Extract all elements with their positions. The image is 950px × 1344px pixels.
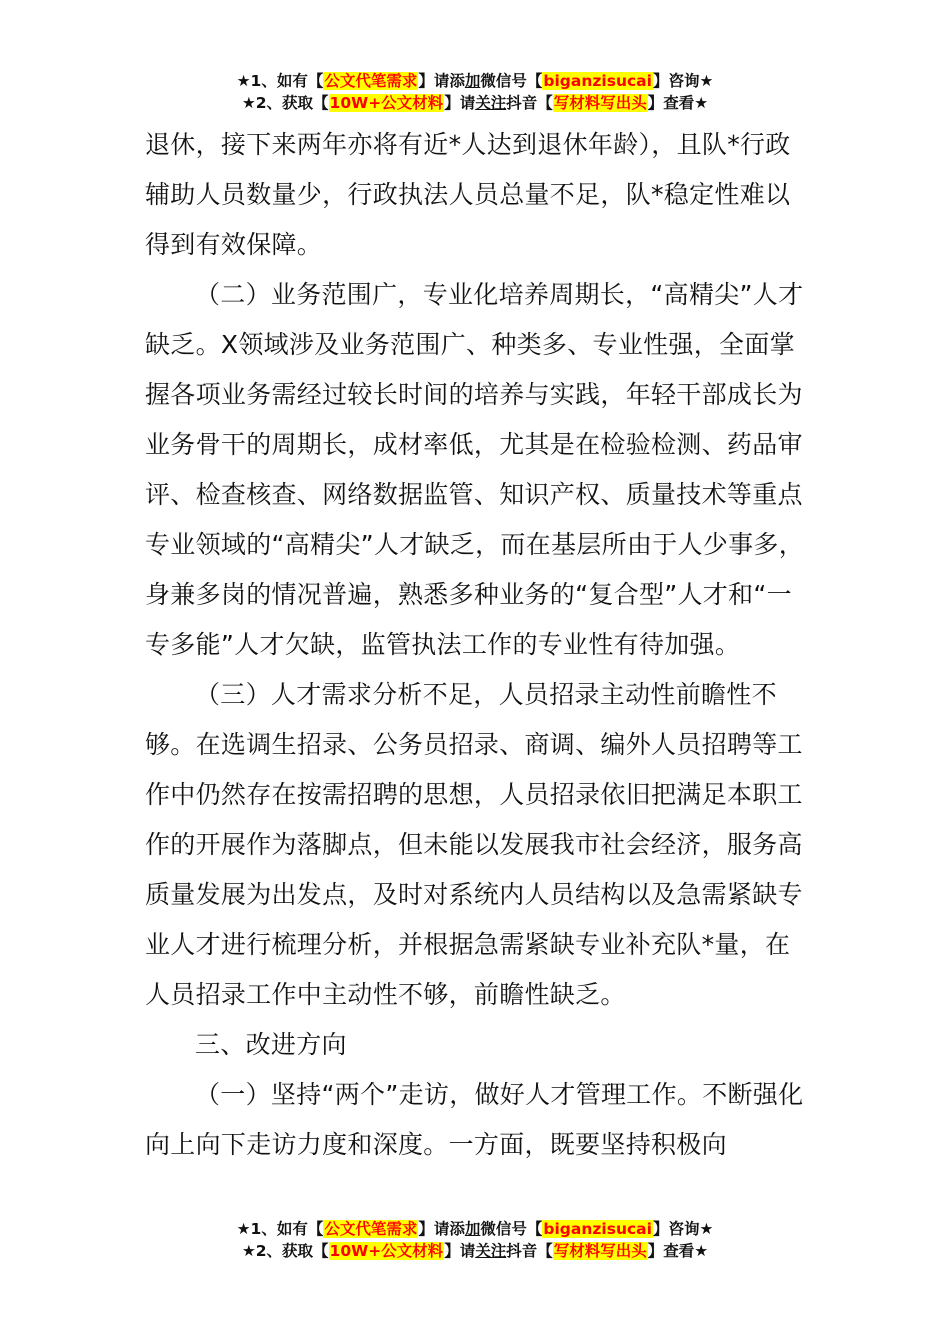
banner-text: 加 [464, 72, 481, 90]
banner-text: ★2、获取【 [241, 94, 329, 112]
banner-text: 】请添 [418, 72, 465, 90]
paragraph: 退休，接下来两年亦将有近*人达到退休年龄），且队*行政辅助人员数量少，行政执法人员总量不足，队*稳定性难以得到有效保障。 [145, 130, 791, 259]
paragraph: （一）坚持“两个”走访，做好人才管理工作。不断强化向上向下走访力度和深度。一方面，既要坚持积极向 [145, 1080, 804, 1159]
paragraph: （三）人才需求分析不足，人员招录主动性前瞻性不够。在选调生招录、公务员招录、商调、编外人员招聘等工作中仍然存在按需招聘的思想，人员招录依旧把满足本职工作的开展作为落脚点，但未能以发展我市社会经济，服务高质量发展为出发点，及时对系统内人员结构以及急需紧缺专业人才进行梳理分析，并根据急需紧缺专业补充队*量，在人员招录工作中主动性不够，前瞻性缺乏。 [145, 680, 803, 1009]
banner-text: 】咨询★ [652, 72, 714, 90]
highlight-text: 公文代笔需求 [324, 72, 418, 90]
banner-text: 】请 [444, 1242, 476, 1260]
section-heading: 三、改进方向 [195, 1030, 347, 1059]
banner-text: 】查看★ [647, 94, 709, 112]
banner-text: 关注 [475, 1242, 507, 1260]
banner-text: 】咨询★ [652, 1220, 714, 1238]
header-banner [0, 70, 950, 114]
banner-text: 抖音【 [506, 1242, 553, 1260]
paragraph: （二）业务范围广，专业化培养周期长，“高精尖”人才缺乏。X领域涉及业务范围广、种类多、专业性强，全面掌握各项业务需经过较长时间的培养与实践，年轻干部成长为业务骨干的周期长，成材率低，尤其是在检验检测、药品审评、检查核查、网络数据监管、知识产权、质量技术等重点专业领域的“高精尖”人才缺乏，而在基层所由于人少事多，身兼多岗的情况普遍，熟悉多种业务的“复合型”人才和“一专多能”人才欠缺，监管执法工作的专业性有待加强。 [145, 280, 805, 659]
highlight-text: 10W+公文材料 [329, 94, 444, 112]
highlight-text: biganzisucai [543, 72, 652, 90]
banner-line-2 [0, 1240, 950, 1262]
banner-line-1 [0, 70, 950, 92]
banner-line-1 [0, 1218, 950, 1240]
banner-line-2 [0, 92, 950, 114]
footer-banner [0, 1218, 950, 1262]
highlight-text: 公文代笔需求 [324, 1220, 418, 1238]
banner-text: ★1、如有【 [236, 1220, 324, 1238]
banner-text: 微信号【 [480, 1220, 543, 1238]
banner-text: 加 [464, 1220, 481, 1238]
banner-text: ★1、如有【 [236, 72, 324, 90]
banner-text: 抖音【 [506, 94, 553, 112]
banner-text: 】请 [444, 94, 476, 112]
highlight-text: 写材料写出头 [553, 94, 647, 112]
highlight-text: biganzisucai [543, 1220, 652, 1238]
highlight-text: 写材料写出头 [553, 1242, 647, 1260]
banner-text: 微信号【 [480, 72, 543, 90]
document-body [145, 120, 815, 1170]
highlight-text: 10W+公文材料 [329, 1242, 444, 1260]
banner-text: ★2、获取【 [241, 1242, 329, 1260]
banner-text: 关注 [475, 94, 507, 112]
banner-text: 】请添 [418, 1220, 465, 1238]
banner-text: 】查看★ [647, 1242, 709, 1260]
